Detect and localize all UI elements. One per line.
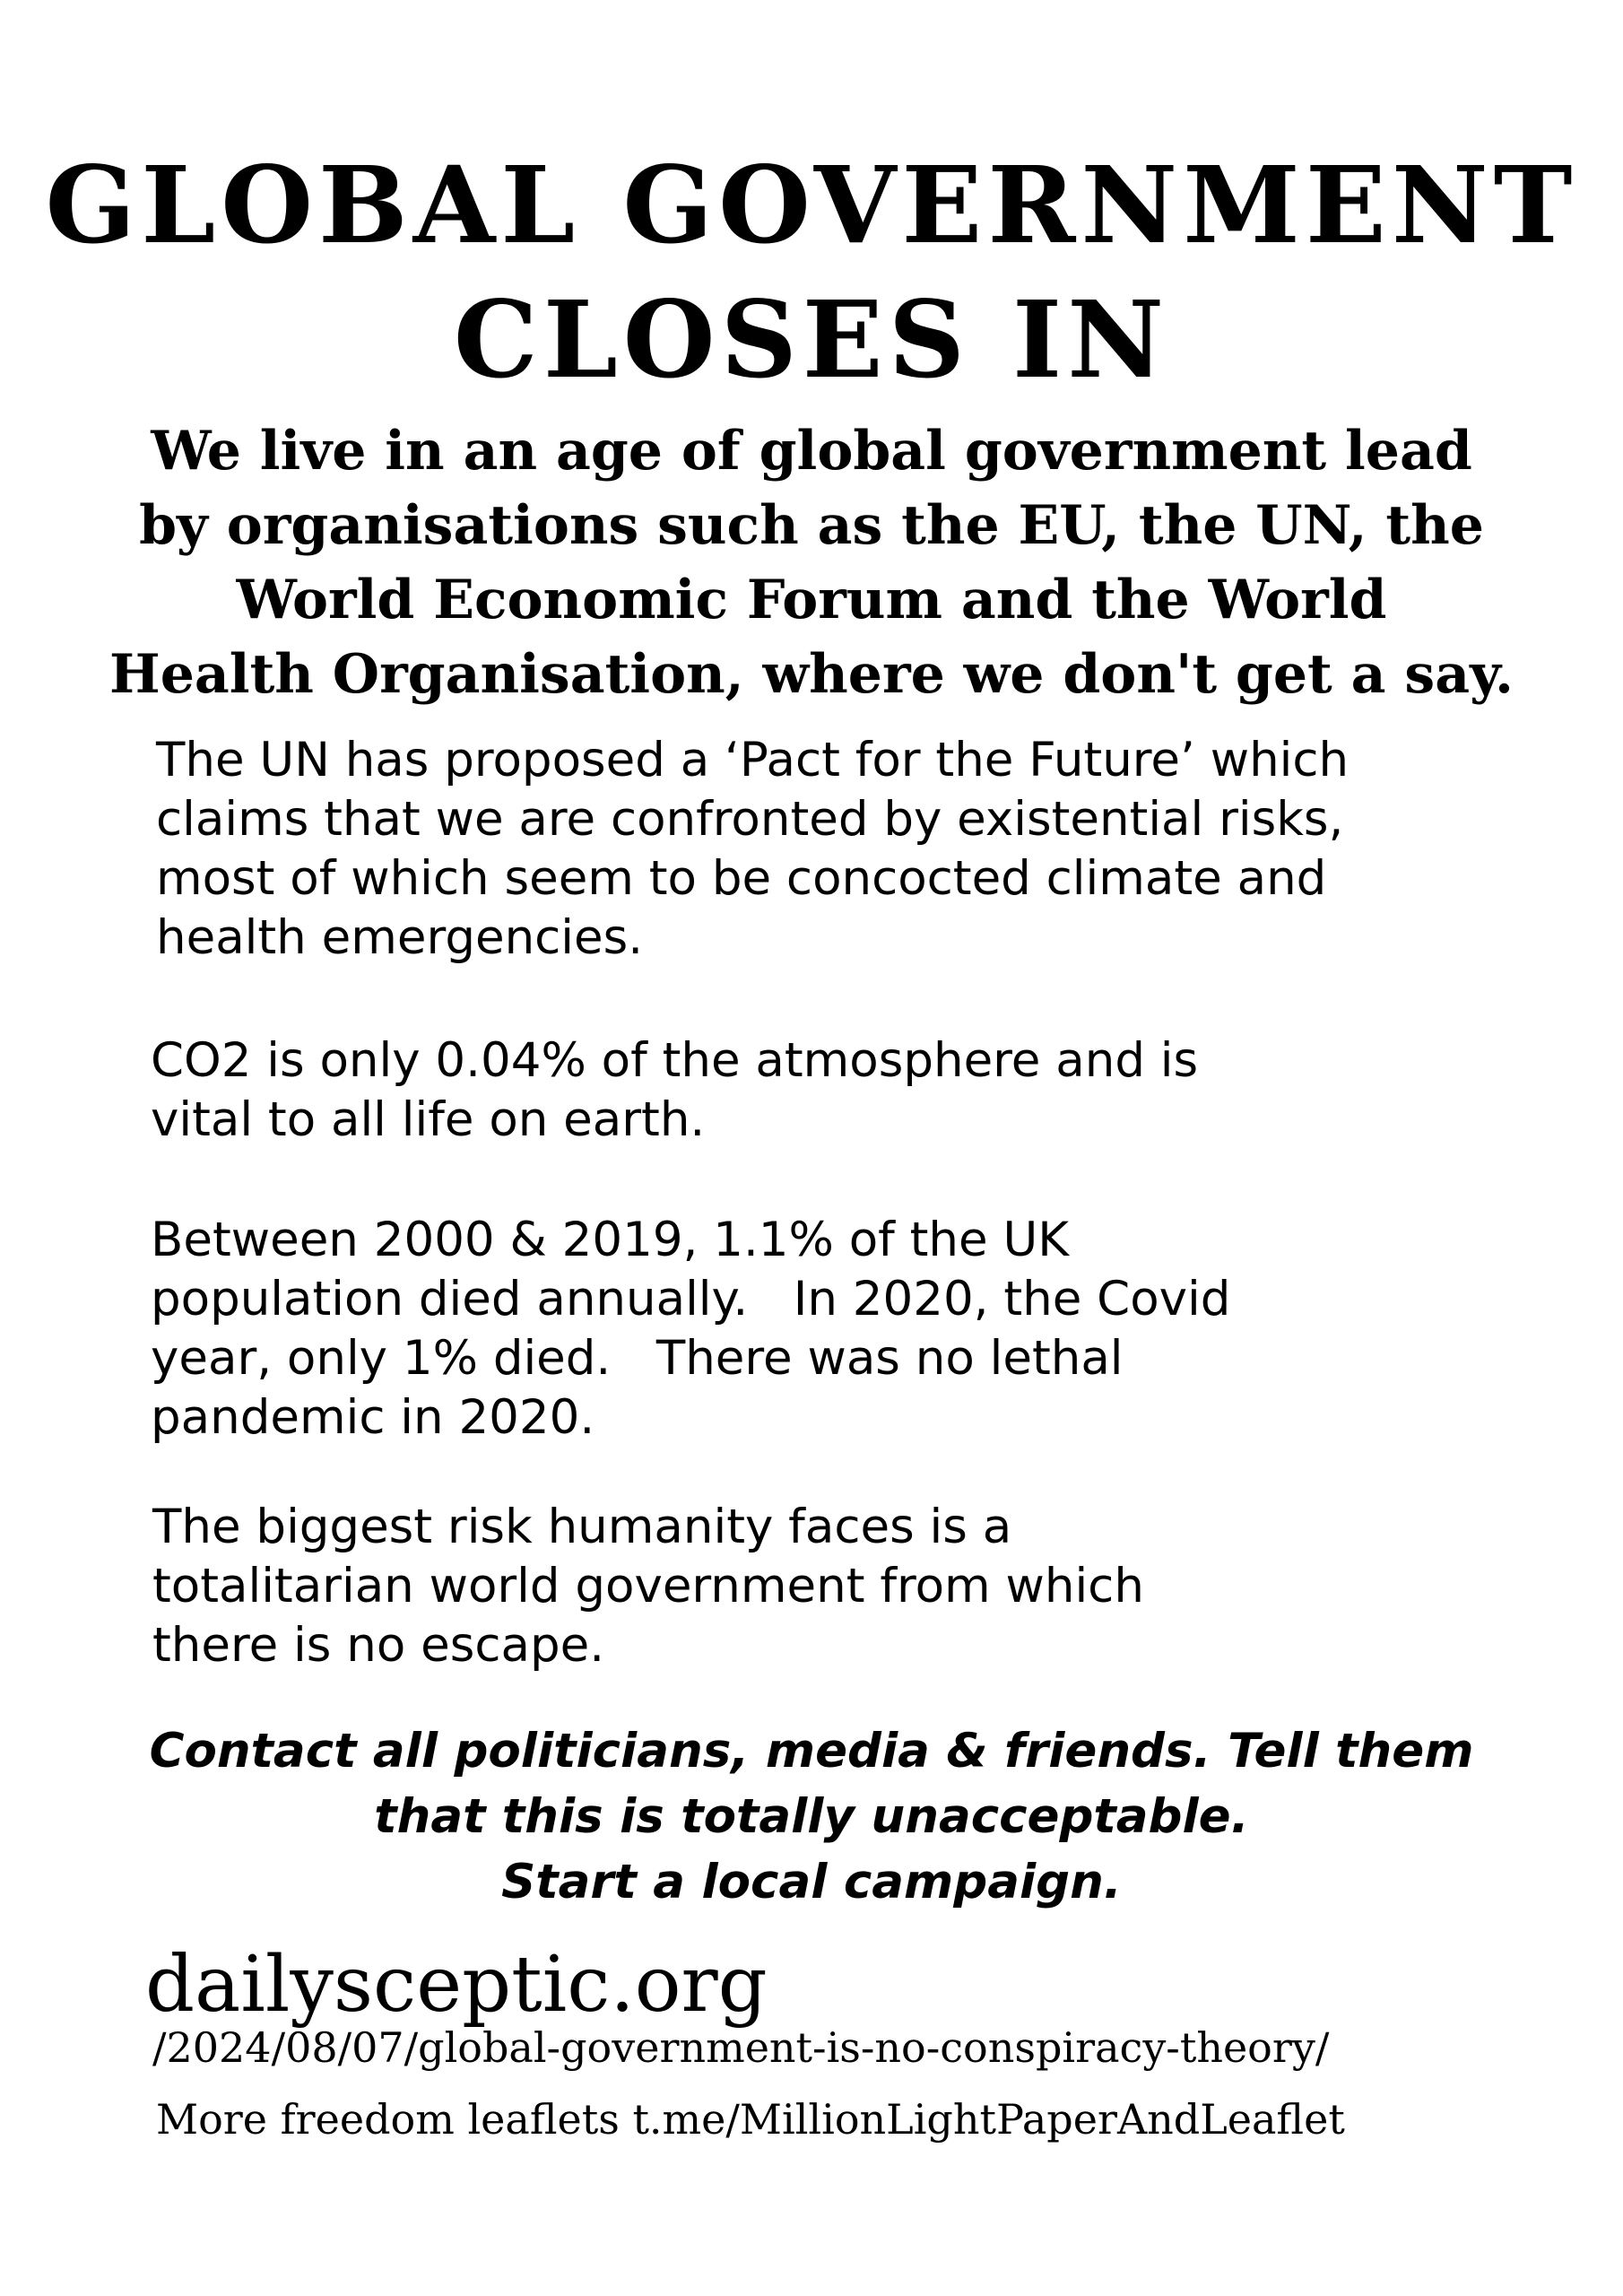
paragraph-line: Between 2000 & 2019, 1.1% of the UK — [151, 1213, 1070, 1267]
leaflet-title-line-2: CLOSES IN — [453, 277, 1170, 402]
paragraph-mortality — [151, 1211, 1230, 1448]
paragraph-line: pandemic in 2020. — [151, 1390, 595, 1445]
intro-paragraph — [0, 414, 1623, 712]
paragraph-line: totalitarian world government from which — [152, 1559, 1144, 1613]
paragraph-line: vital to all life on earth. — [151, 1092, 706, 1147]
paragraph-line: population died annually. In 2020, the Covid — [151, 1272, 1231, 1326]
paragraph-line: there is no escape. — [152, 1618, 605, 1673]
paragraph-line: health emergencies. — [156, 910, 644, 965]
paragraph-line: CO2 is only 0.04% of the atmosphere and is — [151, 1033, 1199, 1088]
paragraph-line: claims that we are confronted by existential risks, — [156, 792, 1344, 847]
intro-line: by organisations such as the EU, the UN, the — [139, 494, 1484, 557]
intro-line: We live in an age of global government lead — [151, 420, 1472, 483]
intro-line: Health Organisation, where we don't get a say. — [109, 643, 1514, 706]
source-site: dailysceptic.org — [145, 1940, 768, 2030]
cta-line: that this is totally unacceptable. — [374, 1789, 1249, 1844]
cta-line: Contact all politicians, media & friends. Tell them — [149, 1724, 1474, 1779]
call-to-action — [0, 1718, 1623, 1915]
intro-line: World Economic Forum and the World — [236, 569, 1387, 631]
paragraph-line: year, only 1% died. There was no lethal — [151, 1331, 1124, 1386]
source-path: /2024/08/07/global-government-is-no-conspiracy-theory/ — [152, 2023, 1330, 2072]
paragraph-line: The biggest risk humanity faces is a — [152, 1500, 1012, 1554]
paragraph-co2 — [151, 1031, 1198, 1150]
cta-line: Start a local campaign. — [501, 1855, 1122, 1909]
paragraph-line: The UN has proposed a ‘Pact for the Future’ which — [156, 733, 1350, 787]
paragraph-biggest-risk — [152, 1498, 1144, 1675]
leaflet-title-line-1: GLOBAL GOVERNMENT — [45, 143, 1578, 267]
paragraph-pact-for-future — [156, 731, 1349, 968]
more-leaflets-line: More freedom leaflets t.me/MillionLightPaperAndLeaflet — [156, 2095, 1345, 2144]
paragraph-line: most of which seem to be concocted climate and — [156, 851, 1327, 906]
